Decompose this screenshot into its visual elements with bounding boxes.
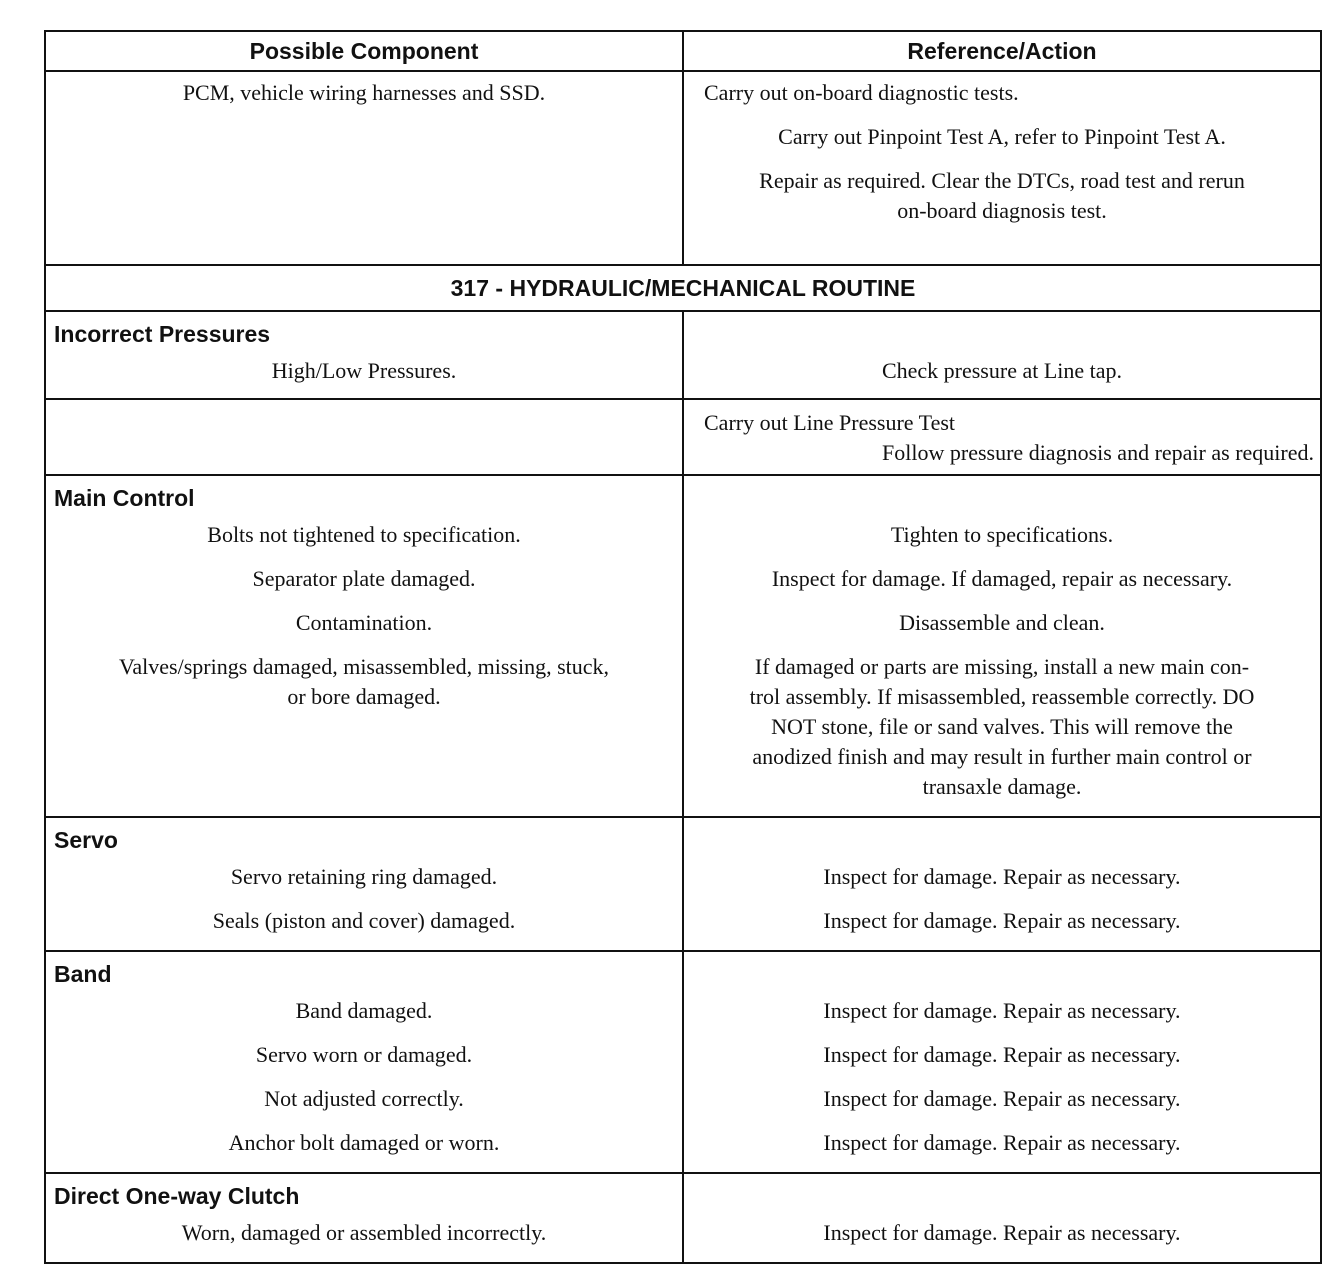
- action-text: Inspect for damage. Repair as necessary.: [823, 1220, 1181, 1245]
- action-text: anodized finish and may result in further main control or: [752, 744, 1252, 769]
- action-text: Carry out Pinpoint Test A, refer to Pinpoint Test A.: [778, 124, 1226, 149]
- action-text: Inspect for damage. If damaged, repair as necessary.: [771, 566, 1233, 591]
- action-text: If damaged or parts are missing, install a new main con-: [754, 654, 1250, 679]
- action-text: Inspect for damage. Repair as necessary.: [823, 998, 1181, 1023]
- component-text: Band damaged.: [295, 998, 433, 1023]
- action-text: transaxle damage.: [922, 774, 1082, 799]
- diagnosis-table: [44, 30, 1322, 1264]
- group-title: Direct One-way Clutch: [54, 1183, 300, 1209]
- action-text: Inspect for damage. Repair as necessary.: [823, 1130, 1181, 1155]
- action-text: Check pressure at Line tap.: [881, 358, 1123, 383]
- component-text: Seals (piston and cover) damaged.: [212, 908, 516, 933]
- table-header-row: [46, 32, 1320, 70]
- group-title: Main Control: [54, 485, 195, 511]
- group-title: Band: [54, 961, 112, 987]
- component-text: Bolts not tightened to specification.: [207, 522, 521, 547]
- section-title: 317 - HYDRAULIC/MECHANICAL ROUTINE: [450, 275, 916, 301]
- action-text: Tighten to specifications.: [890, 522, 1114, 547]
- component-text: Separator plate damaged.: [252, 566, 476, 591]
- group-band: [46, 950, 1320, 1172]
- action-text: Inspect for damage. Repair as necessary.: [823, 1086, 1181, 1111]
- action-text: trol assembly. If misassembled, reassemble correctly. DO: [749, 684, 1255, 709]
- group-direct-one-way-clutch: [46, 1172, 1320, 1262]
- component-text: Servo worn or damaged.: [255, 1042, 473, 1067]
- section-title-row: [46, 264, 1320, 310]
- component-text: PCM, vehicle wiring harnesses and SSD.: [182, 80, 546, 105]
- group-title: Incorrect Pressures: [54, 321, 271, 347]
- action-text: Disassemble and clean.: [899, 610, 1105, 635]
- component-text: Servo retaining ring damaged.: [230, 864, 498, 889]
- component-text: Anchor bolt damaged or worn.: [228, 1130, 500, 1155]
- action-text: Follow pressure diagnosis and repair as required.: [882, 440, 1314, 465]
- component-text: Worn, damaged or assembled incorrectly.: [181, 1220, 547, 1245]
- component-text: High/Low Pressures.: [271, 358, 457, 383]
- component-text: Not adjusted correctly.: [264, 1086, 464, 1111]
- component-text: Valves/springs damaged, misassembled, missing, stuck,: [118, 654, 610, 679]
- group-title: Servo: [54, 827, 118, 853]
- header-reference-action: Reference/Action: [907, 38, 1097, 64]
- action-text: on-board diagnosis test.: [897, 198, 1107, 223]
- header-possible-component: Possible Component: [46, 32, 684, 70]
- table-row: [46, 70, 1320, 264]
- group-main-control: [46, 474, 1320, 816]
- group-servo: [46, 816, 1320, 950]
- component-text: Contamination.: [295, 610, 433, 635]
- component-text: or bore damaged.: [287, 684, 441, 709]
- action-text: Inspect for damage. Repair as necessary.: [823, 1042, 1181, 1067]
- action-text: Carry out Line Pressure Test: [704, 410, 956, 435]
- action-text: NOT stone, file or sand valves. This will remove the: [771, 714, 1233, 739]
- action-text: Repair as required. Clear the DTCs, road test and rerun: [759, 168, 1245, 193]
- group-incorrect-pressures: [46, 310, 1320, 398]
- table-row: [46, 398, 1320, 474]
- action-text: Inspect for damage. Repair as necessary.: [823, 908, 1181, 933]
- action-text: Inspect for damage. Repair as necessary.: [823, 864, 1181, 889]
- action-text: Carry out on-board diagnostic tests.: [704, 80, 1019, 105]
